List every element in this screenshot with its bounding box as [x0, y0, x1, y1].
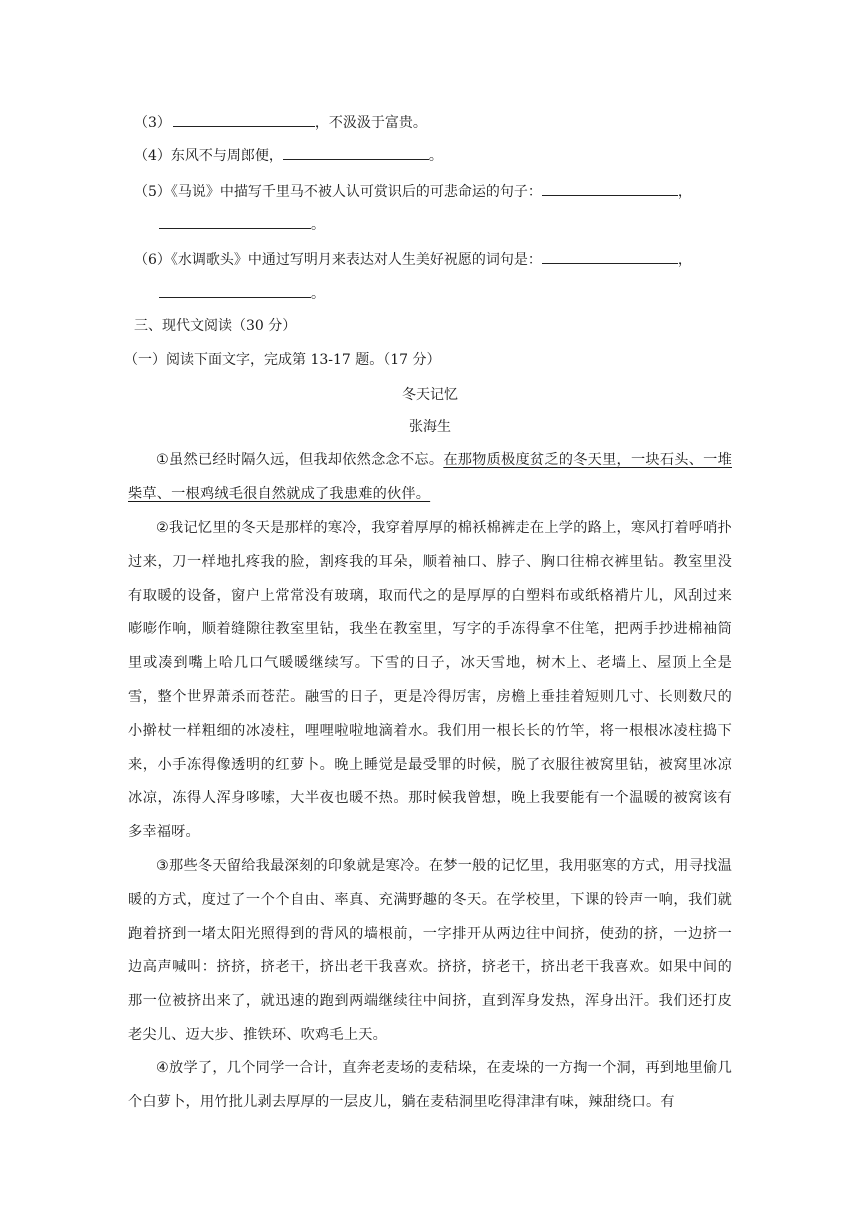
article-title: 冬天记忆 — [402, 387, 458, 403]
item-text: 东风不与周郎便， — [170, 148, 283, 164]
section-heading: 三、现代文阅读（30 分） — [134, 318, 297, 334]
item-text: 。 — [428, 148, 443, 164]
paragraph-4 — [128, 1052, 732, 1120]
paragraph-3-text: ③那些冬天留给我最深刻的印象就是寒冷。在梦一般的记忆里，我用驱寒的方式，用寻找温暖的方式，度过了一个个自由、率真、充满野趣的冬天。在学校里，下课的铃声一响，我们就跑着挤到一堵太阳光照得到的背风的墙根前，一字排开从两边往中间挤，使劲的挤，一边挤一边高声喊叫：挤挤，挤老干，挤出老干我喜欢。挤挤，挤老干，挤出老干我喜欢。如果中间的那一位被挤出来了，就迅速的跑到两端继续往中间挤，直到浑身发热，浑身出汗。我们还打皮老尖儿、迈大步、推铁环、吹鸡毛上天。 — [128, 858, 732, 1043]
item-text: ， — [677, 252, 692, 268]
fill-in-item-4 — [134, 145, 443, 166]
item-text: 。 — [311, 217, 325, 233]
item-text: ， — [677, 184, 692, 200]
article-author: 张海生 — [409, 419, 451, 435]
fill-in-item-5 — [134, 181, 692, 202]
item-number: （3） — [134, 115, 171, 131]
item-number: （6） — [134, 252, 171, 268]
paragraph-2 — [128, 512, 732, 850]
fill-in-item-5-cont — [159, 214, 325, 235]
answer-blank[interactable] — [173, 112, 315, 127]
answer-blank[interactable] — [159, 283, 311, 298]
paragraph-3 — [128, 850, 732, 1053]
paragraph-1 — [128, 444, 732, 512]
underlined-sentence: 在那物质极度贫乏的冬天里，一块石头、一堆柴草、一根鸡绒毛很自然就成了我患难的伙伴。 — [128, 452, 732, 502]
item-text: 《马说》中描写千里马不被人认可赏识后的可悲命运的句子： — [170, 184, 542, 200]
item-text: 。 — [311, 286, 325, 302]
answer-blank[interactable] — [542, 249, 678, 264]
answer-blank[interactable] — [159, 214, 311, 229]
item-number: （5） — [134, 184, 171, 200]
section-subheading: （一）阅读下面文字，完成第 13-17 题。（17 分） — [124, 352, 441, 368]
paragraph-2-text: ②我记忆里的冬天是那样的寒冷，我穿着厚厚的棉袄棉裤走在上学的路上，寒风打着呼哨扑过来，刀一样地扎疼我的脸，割疼我的耳朵，顺着袖口、脖子、胸口往棉衣裤里钻。教室里没有取暖的设备，窗户上常常没有玻璃，取而代之的是厚厚的白塑料布或纸格褙片儿，风刮过来嘭嘭作响，顺着缝隙往教室里钻，我坐在教室里，写字的手冻得拿不住笔，把两手抄进棉袖筒里或凑到嘴上哈几口气暖暖继续写。下雪的日子，冰天雪地，树木上、老墙上、屋顶上全是雪，整个世界萧杀而苍茫。融雪的日子，更是冷得厉害，房檐上垂挂着短则几寸、长则数尺的小擀杖一样粗细的冰凌柱，哩哩啦啦地滴着水。我们用一根长长的竹竿，将一根根冰凌柱捣下来，小手冻得像透明的红萝卜。晚上睡觉是最受罪的时候，脱了衣服往被窝里钻，被窝里冰凉冰凉，冻得人浑身哆嗦，大半夜也暖不热。那时候我曾想，晚上我要能有一个温暖的被窝该有多幸福呀。 — [128, 520, 732, 841]
item-text: 《水调歌头》中通过写明月来表达对人生美好祝愿的词句是： — [170, 252, 542, 268]
item-number: （4） — [134, 148, 171, 164]
fill-in-item-6 — [134, 249, 692, 270]
item-text: ，不汲汲于富贵。 — [314, 115, 427, 131]
paragraph-4-text: ④放学了，几个同学一合计，直奔老麦场的麦秸垛，在麦垛的一方掏一个洞，再到地里偷几个白萝卜，用竹批儿剥去厚厚的一层皮儿，躺在麦秸洞里吃得津津有味，辣甜绕口。有 — [128, 1060, 732, 1110]
paragraph-1-text: ①虽然已经时隔久远，但我却依然念念不忘。 — [156, 452, 444, 468]
answer-blank[interactable] — [283, 145, 429, 160]
answer-blank[interactable] — [542, 181, 678, 196]
fill-in-item-6-cont — [159, 283, 325, 304]
fill-in-item-3 — [134, 112, 427, 133]
